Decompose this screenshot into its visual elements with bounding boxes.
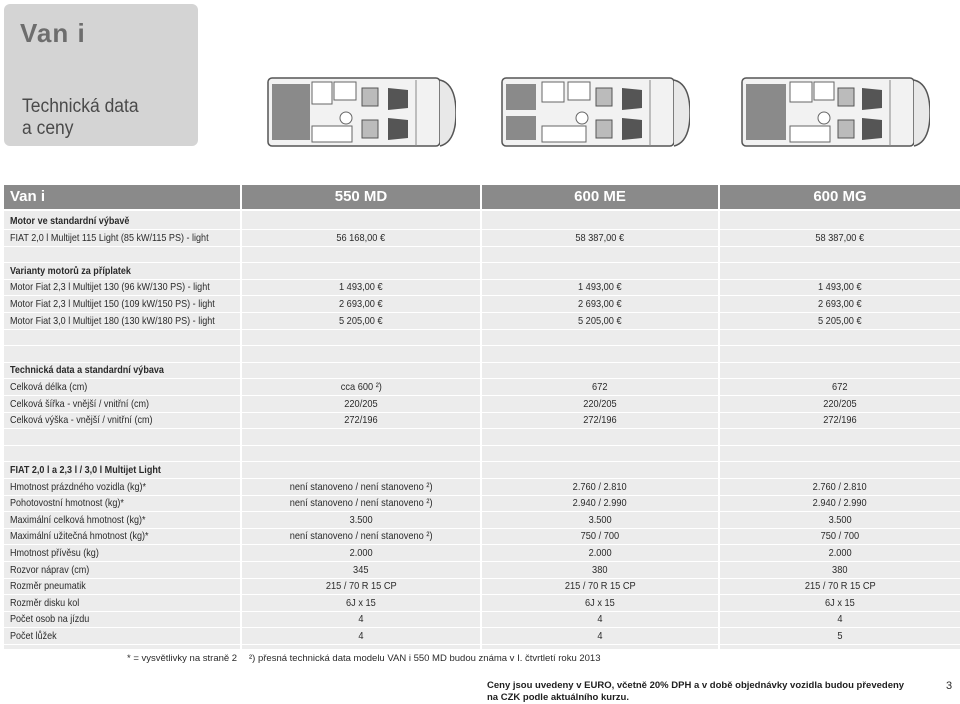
row-value-col3 (720, 479, 960, 495)
table-row (4, 495, 960, 511)
row-value-text: 380 (832, 563, 848, 576)
section-label: Varianty motorů za příplatek (10, 264, 131, 277)
row-value-col1 (242, 479, 480, 495)
table-row (4, 279, 960, 295)
row-value-text: 750 / 700 (580, 530, 620, 543)
row-value-col2 (482, 562, 718, 578)
row-value-col3 (720, 379, 960, 395)
row-label: Rozvor náprav (cm) (10, 563, 90, 576)
row-value-col2 (482, 379, 718, 395)
row-value-text: není stanoveno / není stanoveno ²) (289, 480, 433, 493)
page-title (22, 96, 139, 140)
section-row (4, 263, 960, 279)
floor-plan-550md (266, 74, 456, 152)
row-value-text: 3.500 (349, 513, 373, 526)
row-value-text: 4 (597, 613, 603, 626)
page-title-line2: a ceny (22, 118, 74, 139)
spacer-row (4, 445, 960, 461)
row-label: Maximální celková hmotnost (kg)* (10, 513, 146, 526)
row-value-col1 (242, 230, 480, 246)
section-row (4, 462, 960, 478)
table-row (4, 313, 960, 329)
row-value-text: není stanoveno / není stanoveno ²) (289, 497, 433, 510)
row-value-text: 1 493,00 € (818, 281, 862, 294)
row-value-col3 (720, 512, 960, 528)
row-value-col2 (482, 412, 718, 428)
table-row (4, 578, 960, 594)
row-value-text: 345 (353, 563, 369, 576)
row-value-col3 (720, 595, 960, 611)
row-label: Celková výška - vnější / vnitřní (cm) (10, 414, 153, 427)
row-label: Motor Fiat 2,3 l Multijet 150 (109 kW/150 PS) - light (10, 298, 215, 310)
row-value-col3 (720, 495, 960, 511)
row-value-col2 (482, 313, 718, 329)
table-row (4, 611, 960, 627)
floor-plan-600me (500, 74, 690, 152)
spacer-row (4, 246, 960, 262)
row-value-col2 (482, 279, 718, 295)
row-value-text: 5 (837, 630, 843, 642)
row-value-text: 215 / 70 R 15 CP (325, 580, 397, 593)
row-value-col3 (720, 230, 960, 246)
row-value-text: 220/205 (823, 397, 857, 410)
table-row (4, 396, 960, 412)
table-row (4, 595, 960, 611)
floor-plan-600mg-drawing (740, 74, 930, 152)
row-value-col1 (242, 412, 480, 428)
row-value-col2 (482, 230, 718, 246)
row-value-col2 (482, 528, 718, 544)
spacer-row (4, 429, 960, 445)
model-550md-header: 550 MD (242, 185, 480, 209)
row-label: Celková šířka - vnější / vnitřní (cm) (10, 397, 149, 410)
row-value-text: 750 / 700 (820, 530, 860, 543)
row-value-col1 (242, 313, 480, 329)
row-value-col1 (242, 611, 480, 627)
row-divider (4, 644, 960, 645)
row-label: Pohotovostní hmotnost (kg)* (10, 497, 124, 510)
row-value-col3 (720, 412, 960, 428)
model-600mg-header: 600 MG (720, 185, 960, 209)
row-value-col2 (482, 578, 718, 594)
row-value-text: 2.000 (349, 547, 373, 559)
row-value-col1 (242, 396, 480, 412)
row-label: Rozměr disku kol (10, 596, 80, 609)
row-label: Hmotnost prázdného vozidla (kg)* (10, 480, 147, 493)
row-label: Motor Fiat 2,3 l Multijet 130 (96 kW/130 PS) - light (10, 281, 210, 294)
row-value-col1 (242, 528, 480, 544)
row-label: FIAT 2,0 l Multijet 115 Light (85 kW/115 PS) - light (10, 231, 209, 244)
row-value-text: 220/205 (344, 397, 378, 410)
row-value-text: 272/196 (583, 414, 617, 427)
table-row (4, 562, 960, 578)
row-value-col1 (242, 495, 480, 511)
row-label: Počet osob na jízdu (10, 613, 90, 626)
row-value-col1 (242, 545, 480, 561)
row-label: Maximální užitečná hmotnost (kg)* (10, 530, 149, 543)
footnote-asterisk: * = vysvětlivky na straně 2 (127, 653, 238, 664)
row-value-text: není stanoveno / není stanoveno ²) (289, 530, 433, 543)
page-number: 3 (946, 680, 953, 692)
row-value-text: 215 / 70 R 15 CP (564, 580, 636, 593)
row-value-text: 2.760 / 2.810 (573, 480, 627, 493)
row-value-col1 (242, 628, 480, 644)
row-value-col3 (720, 628, 960, 644)
brand-title: Van i (20, 18, 86, 48)
section-row (4, 362, 960, 378)
row-value-col1 (242, 379, 480, 395)
row-value-text: 1 493,00 € (339, 281, 383, 294)
row-value-col1 (242, 512, 480, 528)
floor-plan-550md-drawing (266, 74, 456, 152)
row-value-text: 2 693,00 € (339, 298, 383, 310)
row-value-col3 (720, 528, 960, 544)
row-value-col1 (242, 296, 480, 312)
row-value-col1 (242, 562, 480, 578)
table-row (4, 512, 960, 528)
row-value-text: 3.500 (828, 513, 852, 526)
row-value-text: 6J x 15 (585, 596, 615, 609)
row-value-text: 4 (358, 613, 364, 626)
row-value-text: 4 (597, 630, 603, 642)
row-value-col2 (482, 396, 718, 412)
floor-plan-600me-drawing (500, 74, 690, 152)
row-value-text: 6J x 15 (825, 596, 855, 609)
row-value-col3 (720, 313, 960, 329)
row-label: Celková délka (cm) (10, 381, 88, 393)
row-value-col1 (242, 279, 480, 295)
table-row (4, 412, 960, 428)
floor-plan-600mg (740, 74, 930, 152)
row-value-col3 (720, 279, 960, 295)
row-value-col3 (720, 578, 960, 594)
row-value-text: 2 693,00 € (578, 298, 622, 310)
row-value-text: 4 (358, 630, 364, 642)
section-row (4, 213, 960, 229)
row-value-col2 (482, 628, 718, 644)
row-value-text: 2.940 / 2.990 (573, 497, 627, 510)
price-note: Ceny jsou uvedeny v EURO, včetně 20% DPH a v době objednávky vozidla budou převedeny na CZK podle aktuálního kurzu. (487, 680, 905, 703)
row-value-text: 2 693,00 € (818, 298, 862, 310)
table-head-label: Van i (4, 185, 240, 209)
row-value-col1 (242, 595, 480, 611)
row-value-col3 (720, 611, 960, 627)
model-600me-header: 600 ME (482, 185, 718, 209)
row-value-text: 6J x 15 (346, 596, 376, 609)
footnote-2: ²) přesná technická data modelu VAN i 550 MD budou známa v I. čtvrtletí roku 2013 (249, 653, 601, 664)
row-value-text: 58 387,00 € (575, 231, 625, 244)
table-row (4, 379, 960, 395)
row-value-text: 215 / 70 R 15 CP (804, 580, 876, 593)
row-value-text: 4 (837, 613, 843, 626)
page-title-line1: Technická data (22, 96, 139, 117)
row-value-col3 (720, 545, 960, 561)
row-value-text: 1 493,00 € (578, 281, 622, 294)
row-value-text: 672 (832, 381, 848, 393)
row-value-text: cca 600 ²) (340, 381, 382, 393)
row-label: Rozměr pneumatik (10, 580, 86, 593)
row-value-text: 3.500 (588, 513, 612, 526)
row-value-text: 380 (592, 563, 608, 576)
table-row (4, 528, 960, 544)
row-label: Motor Fiat 3,0 l Multijet 180 (130 kW/180 PS) - light (10, 314, 215, 327)
row-value-text: 5 205,00 € (339, 314, 383, 327)
table-row (4, 296, 960, 312)
row-value-text: 2.000 (828, 547, 852, 559)
row-value-col2 (482, 545, 718, 561)
row-value-col2 (482, 495, 718, 511)
row-value-text: 5 205,00 € (578, 314, 622, 327)
row-value-col3 (720, 296, 960, 312)
row-value-text: 272/196 (823, 414, 857, 427)
row-value-col2 (482, 479, 718, 495)
row-value-col2 (482, 595, 718, 611)
section-label: Technická data a standardní výbava (10, 364, 164, 377)
row-value-col1 (242, 578, 480, 594)
row-value-text: 5 205,00 € (818, 314, 862, 327)
row-value-text: 220/205 (583, 397, 617, 410)
table-row (4, 479, 960, 495)
header-box (4, 4, 198, 146)
table-row (4, 230, 960, 246)
row-label: Hmotnost přívěsu (kg) (10, 547, 99, 559)
row-value-text: 672 (592, 381, 608, 393)
row-value-text: 56 168,00 € (336, 231, 386, 244)
row-value-text: 2.940 / 2.990 (813, 497, 867, 510)
row-label: Počet lůžek (10, 630, 57, 642)
row-value-text: 272/196 (344, 414, 378, 427)
table-row (4, 545, 960, 561)
row-value-col3 (720, 396, 960, 412)
row-value-col2 (482, 512, 718, 528)
row-value-col3 (720, 562, 960, 578)
row-value-text: 2.760 / 2.810 (813, 480, 867, 493)
table-row (4, 628, 960, 644)
row-value-text: 2.000 (588, 547, 612, 559)
spacer-row (4, 346, 960, 362)
section-label: FIAT 2,0 l a 2,3 l / 3,0 l Multijet Light (10, 464, 161, 476)
row-value-col2 (482, 611, 718, 627)
spacer-row (4, 329, 960, 345)
row-value-text: 58 387,00 € (815, 231, 865, 244)
row-value-col2 (482, 296, 718, 312)
section-label: Motor ve standardní výbavě (10, 215, 130, 227)
